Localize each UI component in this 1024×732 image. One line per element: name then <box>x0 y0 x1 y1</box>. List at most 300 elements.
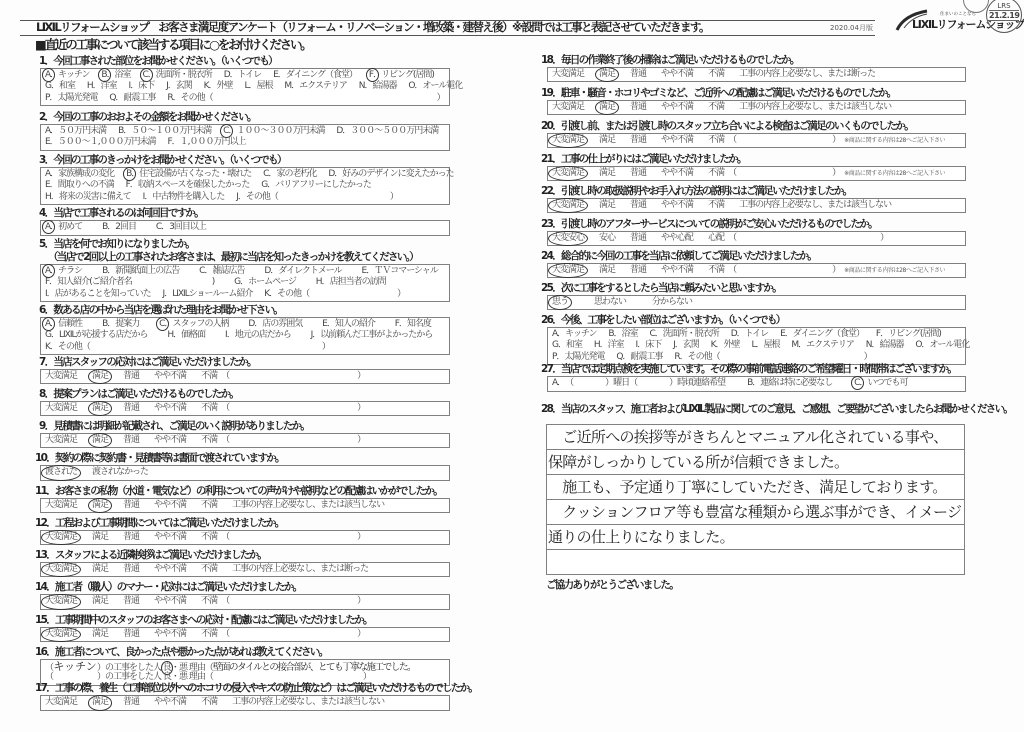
option-satisfied[interactable]: 満足 <box>92 370 109 381</box>
option-somewhat-dissatisfied[interactable]: やや不満 <box>661 101 694 112</box>
option-tv-commercial[interactable] <box>362 266 438 278</box>
option-reputation[interactable] <box>395 319 431 331</box>
option-label: 店の雰囲気 <box>262 318 303 329</box>
option-lixil-supported[interactable] <box>45 330 148 342</box>
option-dining[interactable] <box>273 70 357 82</box>
option-entrance[interactable] <box>673 340 699 352</box>
option-not-delivered[interactable]: 渡されなかった <box>92 467 149 477</box>
option-key: C． <box>199 265 213 276</box>
option-neutral[interactable]: 普通 <box>123 596 140 606</box>
option-neutral[interactable]: 普通 <box>630 101 647 112</box>
option-key: E． <box>780 328 793 339</box>
option-very-reassured[interactable]: 大変安心 <box>552 232 585 243</box>
answer-box <box>547 263 966 279</box>
option-key: C． <box>649 328 663 339</box>
option-no-contact-needed[interactable] <box>747 378 832 390</box>
option-label: 信頼性 <box>58 318 83 329</box>
option-kitchen[interactable] <box>45 70 90 82</box>
option-key: A． <box>45 318 59 329</box>
option-key: I． <box>635 340 646 350</box>
rating-row <box>45 500 449 512</box>
comment-blank[interactable]: （ ） <box>728 232 889 243</box>
option-satisfied[interactable]: 満足 <box>599 134 616 145</box>
option-key: G． <box>552 340 566 350</box>
option-satisfied[interactable]: 満足 <box>92 596 109 606</box>
option-key: A． <box>45 168 59 179</box>
option-neutral[interactable]: 普通 <box>123 628 140 639</box>
option-other[interactable] <box>264 289 405 301</box>
question-text: 当店スタッフの応対にはご満足いただけましたか。 <box>53 355 256 368</box>
option-homepage[interactable] <box>234 277 296 289</box>
option-somewhat-dissatisfied[interactable]: やや不満 <box>661 264 694 275</box>
question-text: 当店で工事されるのは何回目ですか。 <box>53 207 204 219</box>
option-label: その他（ ） <box>245 191 398 202</box>
option-neutral[interactable]: 普通 <box>123 531 140 542</box>
option-very-satisfied[interactable]: 大変満足 <box>45 697 78 707</box>
option-staff-visit[interactable] <box>316 277 386 289</box>
option-dissatisfied[interactable]: 不満 <box>201 434 218 445</box>
option-other[interactable] <box>236 192 398 204</box>
comment-blank[interactable]: （ ） <box>221 596 366 606</box>
rating-row <box>552 233 965 245</box>
option-dining[interactable] <box>780 329 864 341</box>
question-text: 次に工事をするとしたら当店に頼みたいと思いますか。 <box>561 281 782 294</box>
option-key: R． <box>167 92 181 103</box>
option-living[interactable] <box>876 329 941 341</box>
option-neutral[interactable]: 普通 <box>630 232 647 243</box>
option-washroom[interactable] <box>650 329 719 341</box>
option-neutral[interactable]: 普通 <box>123 434 140 445</box>
option-dissatisfied[interactable]: 不満 <box>201 531 218 542</box>
option-satisfied[interactable]: 満足 <box>599 167 616 178</box>
option-exterior-wall[interactable] <box>711 340 740 352</box>
option-second-time[interactable] <box>102 222 136 234</box>
option-dissatisfied[interactable]: 不満 <box>201 563 218 574</box>
option-somewhat-dissatisfied[interactable]: やや不満 <box>154 628 187 639</box>
option-key: F． <box>875 328 889 339</box>
comment-blank[interactable]: （ ） <box>728 167 841 178</box>
option-label: 間取りへの不満 <box>57 180 114 190</box>
option-satisfied[interactable]: 満足 <box>599 264 616 275</box>
question-text: 数ある店の中から当店を選ばれた理由をお聞かせ下さい。 <box>53 303 283 316</box>
option-first-time[interactable] <box>45 222 82 234</box>
option-very-satisfied[interactable]: 大変満足 <box>45 596 78 606</box>
option-key: G． <box>45 81 59 91</box>
reason-field[interactable]: 壁面のタイルとの接合部が、とても丁寧な施工でした。 <box>212 661 416 673</box>
option-dissatisfied[interactable]: 不満 <box>201 628 218 639</box>
option-exterior[interactable] <box>284 81 347 93</box>
option-label: 床下 <box>138 81 155 91</box>
answer-box <box>40 530 450 546</box>
option-direct-mail[interactable] <box>264 266 341 278</box>
option-row <box>552 329 965 341</box>
rating-row <box>552 265 965 277</box>
option-key: O． <box>915 340 930 350</box>
option-old-equipment[interactable] <box>126 169 251 181</box>
option-used-property[interactable] <box>143 192 225 204</box>
option-price[interactable] <box>167 330 205 342</box>
option-dissatisfied[interactable]: 不満 <box>708 264 725 275</box>
question-18 <box>541 53 966 83</box>
option-very-satisfied[interactable]: 大変満足 <box>552 199 585 210</box>
option-entrance[interactable] <box>166 81 192 93</box>
question-label <box>35 646 450 659</box>
option-very-satisfied[interactable]: 大変満足 <box>552 167 585 178</box>
option-dissatisfied[interactable]: 不満 <box>201 370 218 381</box>
option-very-satisfied[interactable]: 大変満足 <box>552 68 585 79</box>
option-reliability[interactable] <box>45 319 82 331</box>
option-satisfied[interactable]: 満足 <box>92 628 109 639</box>
question-number: 20． <box>541 119 562 132</box>
question-label <box>541 153 966 166</box>
option-somewhat-dissatisfied[interactable]: やや不満 <box>661 199 694 210</box>
comment-blank[interactable]: （ ） <box>221 628 366 639</box>
option-dissatisfied[interactable]: 不満 <box>201 697 218 707</box>
question-text: スタッフによる近隣挨拶はご満足いただけましたか。 <box>55 548 267 561</box>
option-label: 太陽光発電 <box>57 92 98 103</box>
option-satisfied[interactable]: 満足 <box>599 68 616 79</box>
option-very-satisfied[interactable]: 大変満足 <box>552 264 585 275</box>
option-anytime[interactable] <box>854 378 907 390</box>
option-label: 和室 <box>565 340 582 350</box>
comment-blank[interactable]: （ ） <box>221 434 366 445</box>
rating-row <box>45 371 449 383</box>
option-bad[interactable]: 悪 <box>178 662 187 673</box>
option-disaster-prep[interactable] <box>45 192 131 204</box>
worker-role: ）の工事をした人 <box>97 662 162 673</box>
option-declined[interactable]: 工事の内容上必要なし、または断った <box>739 68 876 79</box>
option-storage[interactable] <box>126 180 250 192</box>
option-label: 屋根 <box>763 340 780 350</box>
comment-blank[interactable]: （ ） <box>221 531 366 542</box>
option-referral[interactable] <box>45 277 214 289</box>
option-satisfied[interactable]: 満足 <box>92 531 109 542</box>
option-somewhat-dissatisfied[interactable]: やや不満 <box>154 531 187 542</box>
separator: ・ <box>170 672 179 682</box>
option-key: I． <box>128 81 139 91</box>
option-other[interactable] <box>674 352 871 364</box>
question-label <box>35 549 450 562</box>
comment-blank[interactable]: （ ） <box>221 402 366 413</box>
option-label: 雑誌広告 <box>212 265 245 276</box>
option-satisfied[interactable]: 満足 <box>92 434 109 445</box>
question-number: 15． <box>35 613 56 626</box>
option-western-room[interactable] <box>594 340 624 352</box>
question-label <box>39 420 450 433</box>
option-satisfied[interactable]: 満足 <box>599 101 616 112</box>
question-text: 工事期間中のスタッフのお客さまへの応対・配慮にはご満足いただけましたか。 <box>55 613 372 626</box>
option-satisfied[interactable]: 満足 <box>92 499 109 510</box>
option-label: 住宅設備が古くなった・壊れた <box>139 168 252 179</box>
comment-blank[interactable]: （ ） <box>728 264 841 275</box>
option-label: ５０～１００万円未満 <box>131 125 212 136</box>
option-satisfied[interactable]: 満足 <box>599 199 616 210</box>
option-declined[interactable]: 工事の内容上必要なし、または断った <box>232 563 369 574</box>
option-other[interactable] <box>45 342 330 354</box>
question-22 <box>541 184 966 214</box>
option-bad[interactable]: 悪 <box>178 672 187 682</box>
rating-row <box>552 102 965 114</box>
option-key: M． <box>284 81 300 91</box>
option-key: B． <box>101 69 115 80</box>
option-western-room[interactable] <box>87 81 117 93</box>
question-text: 今回工事された部位をお聞かせください。（いくつでも） <box>53 54 277 67</box>
option-neutral[interactable]: 普通 <box>123 563 140 574</box>
trade-field[interactable]: キッチン <box>53 659 97 673</box>
option-under-50[interactable] <box>45 126 106 138</box>
option-very-satisfied[interactable]: 大変満足 <box>45 531 78 542</box>
option-key: J． <box>166 81 176 91</box>
option-label: ダイニング（食堂） <box>792 328 865 339</box>
question-text: 駐車・騒音・ホコリやゴミなど、ご近所への配慮はご満足いただけるものでしたか。 <box>561 86 896 99</box>
question-label <box>541 54 966 67</box>
option-key: D． <box>336 125 351 136</box>
rating-row <box>552 69 965 81</box>
option-key: O． <box>408 81 423 91</box>
option-50-100[interactable] <box>118 126 211 138</box>
option-neutral[interactable]: 普通 <box>630 68 647 79</box>
option-somewhat-worried[interactable]: やや心配 <box>661 232 694 243</box>
option-seismic[interactable] <box>109 93 155 105</box>
option-key: C． <box>159 318 173 329</box>
option-satisfied[interactable]: 満足 <box>92 563 109 574</box>
option-all-electric[interactable] <box>408 81 462 93</box>
option-key: R． <box>674 351 688 362</box>
reason-label: 理由（ <box>188 672 213 682</box>
option-neutral[interactable]: 普通 <box>123 370 140 381</box>
option-showroom[interactable] <box>163 289 253 301</box>
option-flyer[interactable] <box>45 266 82 278</box>
option-key: E． <box>45 180 58 190</box>
option-design-change[interactable] <box>328 169 453 181</box>
option-label: 知人の紹介 <box>334 318 375 329</box>
option-bathroom[interactable] <box>101 70 130 82</box>
option-water-heater[interactable] <box>359 81 397 93</box>
option-label: オール電化 <box>422 81 463 91</box>
question-5 <box>40 238 450 303</box>
option-neutral[interactable]: 普通 <box>630 264 647 275</box>
option-roof[interactable] <box>751 340 779 352</box>
question-number: 5． <box>39 237 54 250</box>
option-very-satisfied[interactable]: 大変満足 <box>45 434 78 445</box>
option-dissatisfied[interactable]: 不満 <box>708 68 725 79</box>
option-not-applicable[interactable]: 工事の内容上必要なし、または該当しない <box>232 499 385 510</box>
option-previous-work[interactable] <box>311 330 433 342</box>
option-100-300[interactable] <box>223 126 324 138</box>
question-1 <box>39 54 463 107</box>
question-21 <box>541 152 966 182</box>
option-no[interactable]: 思わない <box>594 296 627 307</box>
option-not-applicable[interactable]: 工事の内容上必要なし、または該当しない <box>739 101 892 112</box>
option-dissatisfied[interactable]: 不満 <box>201 596 218 606</box>
option-very-satisfied[interactable]: 大変満足 <box>45 402 78 413</box>
option-yes[interactable]: 思う <box>552 296 569 307</box>
option-staff-personality[interactable] <box>159 319 228 331</box>
question-number: 7． <box>39 355 54 368</box>
option-label: 太陽光発電 <box>564 351 605 362</box>
option-family-change[interactable] <box>45 169 114 181</box>
option-other[interactable] <box>167 93 444 105</box>
question-label <box>541 218 966 231</box>
option-row <box>45 319 449 331</box>
option-dissatisfied[interactable]: 不満 <box>708 199 725 210</box>
option-good[interactable]: 良 <box>162 672 171 682</box>
option-proposal[interactable] <box>102 319 139 331</box>
option-somewhat-dissatisfied[interactable]: やや不満 <box>661 167 694 178</box>
question-label <box>541 282 966 295</box>
option-very-satisfied[interactable]: 大変満足 <box>45 370 78 381</box>
option-key: D． <box>264 265 279 276</box>
option-kitchen[interactable] <box>552 329 597 341</box>
comment-line: 通りの仕上りになりました。 <box>547 525 964 550</box>
option-key: G． <box>45 330 59 340</box>
comment-blank[interactable]: （ ） <box>728 134 841 145</box>
option-neutral[interactable]: 普通 <box>630 199 647 210</box>
question-number: 21． <box>541 152 562 165</box>
answer-box <box>40 220 450 236</box>
rating-row <box>45 697 449 709</box>
option-living[interactable] <box>369 70 434 82</box>
question-23 <box>541 217 966 247</box>
option-very-satisfied[interactable]: 大変満足 <box>552 134 585 145</box>
question-19 <box>541 86 966 116</box>
option-very-satisfied[interactable]: 大変満足 <box>45 563 78 574</box>
option-underfloor[interactable] <box>129 81 155 93</box>
option-label: 床下 <box>645 340 662 350</box>
option-key: B． <box>126 168 140 179</box>
option-atmosphere[interactable] <box>248 319 302 331</box>
answer-box <box>40 433 450 449</box>
option-key: D． <box>730 328 745 339</box>
option-somewhat-dissatisfied[interactable]: やや不満 <box>154 370 187 381</box>
option-knew-store[interactable] <box>45 289 151 301</box>
option-very-satisfied[interactable]: 大変満足 <box>552 101 585 112</box>
option-toilet[interactable] <box>731 329 769 341</box>
option-dissatisfied[interactable]: 不満 <box>201 402 218 413</box>
option-300-500[interactable] <box>336 126 438 138</box>
option-roof[interactable] <box>244 81 272 93</box>
option-bathroom[interactable] <box>608 329 637 341</box>
option-japanese-room[interactable] <box>552 340 582 352</box>
option-neutral[interactable]: 普通 <box>123 402 140 413</box>
question-3 <box>39 153 454 206</box>
question-text: 引渡し時の取扱説明やお手入れ方法の説明にはご満足いただけましたか。 <box>561 184 852 197</box>
option-label: 2回目 <box>115 222 136 232</box>
option-acquaintance[interactable] <box>322 319 375 331</box>
question-text: 総合的に今回の工事を当店に依頼してご満足いただけましたか。 <box>561 249 817 262</box>
option-third-or-more[interactable] <box>156 222 206 234</box>
option-good[interactable]: 良 <box>162 662 171 673</box>
option-delivered[interactable]: 渡された <box>45 467 78 477</box>
option-very-satisfied[interactable]: 大変満足 <box>45 628 78 639</box>
option-somewhat-dissatisfied[interactable]: やや不満 <box>154 563 187 574</box>
option-row <box>45 192 449 204</box>
comment-blank[interactable]: （ ） <box>221 370 366 381</box>
separator: ・ <box>170 662 179 673</box>
option-somewhat-dissatisfied[interactable]: やや不満 <box>154 402 187 413</box>
option-reassured[interactable]: 安心 <box>599 232 616 243</box>
option-dissatisfied[interactable]: 不満 <box>708 101 725 112</box>
option-somewhat-dissatisfied[interactable]: やや不満 <box>154 596 187 606</box>
answer-box <box>547 327 970 366</box>
option-magazine-ad[interactable] <box>199 266 244 278</box>
option-dissatisfied[interactable]: 不満 <box>201 499 218 510</box>
option-satisfied[interactable]: 満足 <box>92 402 109 413</box>
option-label: チラシ <box>58 265 83 276</box>
option-not-applicable[interactable]: 工事の内容上必要なし、または該当しない <box>739 199 892 210</box>
option-barrier-free[interactable] <box>261 180 371 192</box>
option-preferred-day-time[interactable] <box>552 378 725 390</box>
option-neutral[interactable]: 普通 <box>630 134 647 145</box>
question-label <box>541 314 966 327</box>
option-solar[interactable] <box>45 93 97 105</box>
option-somewhat-dissatisfied[interactable]: やや不満 <box>154 499 187 510</box>
question-label <box>35 614 450 627</box>
option-layout-dissatisfaction[interactable] <box>45 180 114 192</box>
option-seismic[interactable] <box>616 352 662 364</box>
option-label: 以前頼んだ工事がよかったから <box>320 330 433 340</box>
question-number: 14． <box>35 581 56 593</box>
option-label: ５００～１,０００万円未満 <box>57 137 156 147</box>
option-solar[interactable] <box>552 352 604 364</box>
option-worried[interactable]: 心配 <box>708 232 725 243</box>
option-unsure[interactable]: 分からない <box>652 296 693 307</box>
option-somewhat-dissatisfied[interactable]: やや不満 <box>154 697 187 707</box>
option-newspaper-ad[interactable] <box>102 266 179 278</box>
option-label: キッチン <box>58 69 90 80</box>
option-not-applicable[interactable]: 工事の内容上必要なし、または該当しない <box>232 697 385 707</box>
option-somewhat-dissatisfied[interactable]: やや不満 <box>661 134 694 145</box>
question-label <box>541 120 966 133</box>
option-water-heater[interactable] <box>866 340 904 352</box>
question-number: 22． <box>541 184 562 197</box>
option-very-satisfied[interactable]: 大変満足 <box>45 499 78 510</box>
edition-label: 2020.04月版 <box>830 24 873 32</box>
option-somewhat-dissatisfied[interactable]: やや不満 <box>154 434 187 445</box>
option-over-1000[interactable] <box>167 137 245 149</box>
option-key: D． <box>223 69 238 80</box>
option-exterior-wall[interactable] <box>204 81 233 93</box>
option-label: トイレ <box>237 69 262 80</box>
option-toilet[interactable] <box>224 70 262 82</box>
stamp-date: 21.2.19 <box>989 11 1020 20</box>
option-exterior[interactable] <box>791 340 854 352</box>
option-house-aging[interactable] <box>263 169 316 181</box>
option-key: P． <box>552 351 565 362</box>
option-label: その他（ ） <box>277 288 406 299</box>
option-dissatisfied[interactable]: 不満 <box>708 134 725 145</box>
option-500-1000[interactable] <box>45 137 156 149</box>
option-underfloor[interactable] <box>636 340 662 352</box>
option-neutral[interactable]: 普通 <box>123 697 140 707</box>
comment-textarea[interactable] <box>546 424 965 575</box>
option-key: B． <box>102 318 116 329</box>
option-key: C． <box>155 222 170 232</box>
option-dissatisfied[interactable]: 不満 <box>708 167 725 178</box>
option-satisfied[interactable]: 満足 <box>92 697 109 707</box>
option-somewhat-dissatisfied[interactable]: やや不満 <box>661 68 694 79</box>
option-label: ３００～５００万円未満 <box>350 125 439 136</box>
reason-label: 理由（ <box>188 662 213 673</box>
option-neutral[interactable]: 普通 <box>123 499 140 510</box>
option-washroom[interactable] <box>143 70 212 82</box>
option-neutral[interactable]: 普通 <box>630 167 647 178</box>
question-28 <box>541 403 1013 575</box>
rating-row <box>45 629 449 641</box>
option-all-electric[interactable] <box>915 340 969 352</box>
option-local-store[interactable] <box>225 330 291 342</box>
option-japanese-room[interactable] <box>45 81 75 93</box>
